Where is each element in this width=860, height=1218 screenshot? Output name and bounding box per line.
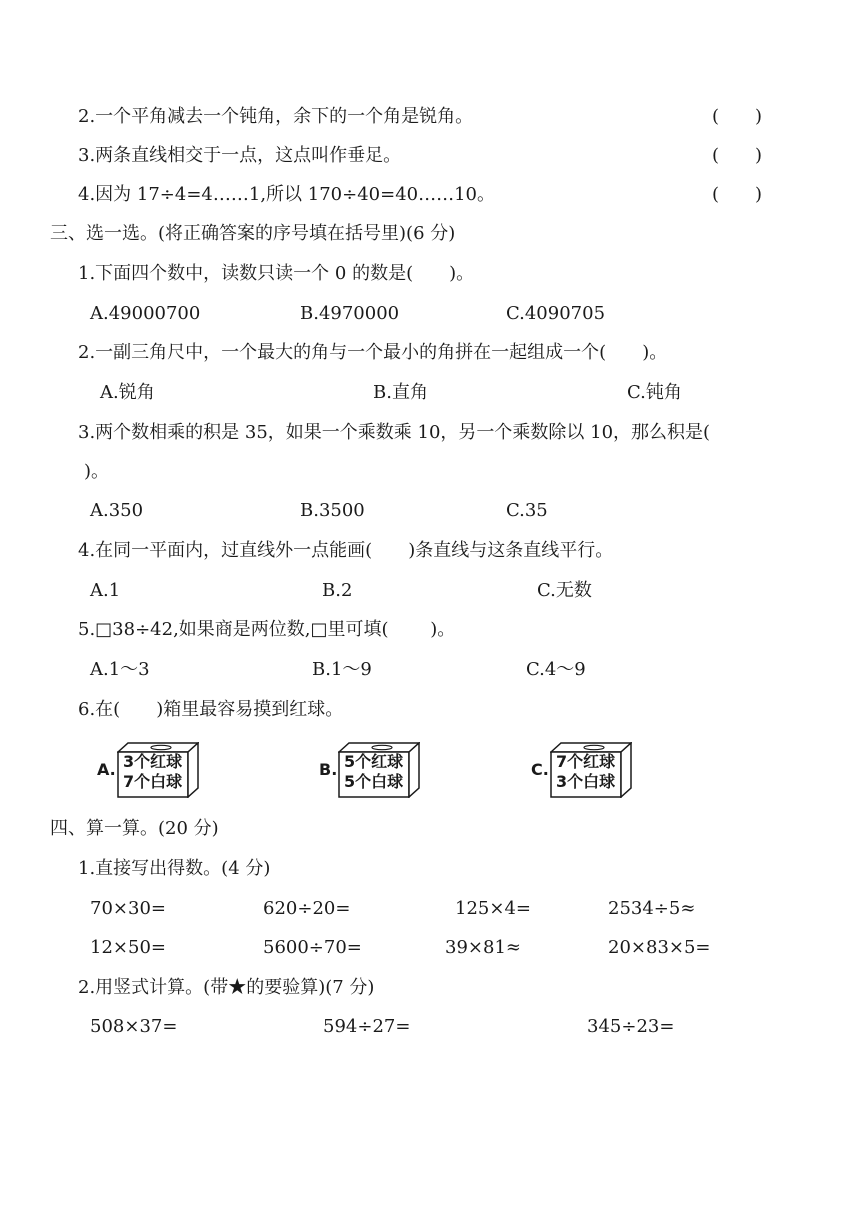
judge-item-3: 3.两条直线相交于一点，这点叫作垂足。 [78, 145, 402, 166]
option-c: C.钝角 [627, 382, 682, 403]
vertical-calc-item: 345÷23= [587, 1016, 675, 1037]
calc-item: 70×30= [90, 898, 166, 919]
option-b: B.2 [322, 580, 353, 601]
question-text: 5.□38÷42,如果商是两位数,□里可填( )。 [78, 619, 456, 640]
answer-paren[interactable]: ( ) [712, 145, 763, 166]
box-a [117, 742, 197, 794]
calc-item: 20×83×5= [608, 937, 711, 958]
box-letter-b: B. [319, 760, 338, 779]
option-c: C.4090705 [506, 303, 606, 324]
calc-item: 39×81≈ [445, 937, 521, 958]
option-c: C.无数 [537, 580, 592, 601]
question-text: 3.两个数相乘的积是 35，如果一个乘数乘 10，另一个乘数除以 10，那么积是( [78, 422, 711, 443]
question-text: 1.下面四个数中，读数只读一个 0 的数是( )。 [78, 263, 475, 284]
box-c [550, 742, 630, 794]
option-b: B.直角 [373, 382, 428, 403]
box-letter-a: A. [97, 760, 116, 779]
option-a: A.1 [90, 580, 121, 601]
box-b [338, 742, 418, 794]
question-text: 2.用竖式计算。(带★的要验算)(7 分) [78, 977, 375, 998]
section-heading: 四、算一算。(20 分) [50, 818, 219, 839]
option-a: A.350 [90, 500, 144, 521]
calc-item: 12×50= [90, 937, 166, 958]
option-a: A.1～3 [90, 659, 150, 680]
calc-item: 5600÷70= [263, 937, 362, 958]
calc-item: 125×4= [455, 898, 531, 919]
answer-paren[interactable]: ( ) [712, 106, 763, 127]
option-c: C.4～9 [526, 659, 586, 680]
option-b: B.1～9 [312, 659, 372, 680]
option-b: B.4970000 [300, 303, 400, 324]
option-c: C.35 [506, 500, 548, 521]
question-text: 6.在( )箱里最容易摸到红球。 [78, 699, 344, 720]
box-label: 7个红球 3个白球 [556, 752, 616, 791]
box-label: 3个红球 7个白球 [123, 752, 183, 791]
answer-paren[interactable]: ( ) [712, 184, 763, 205]
question-text-cont: )。 [84, 461, 110, 482]
option-a: A.锐角 [100, 382, 155, 403]
calc-item: 620÷20= [263, 898, 351, 919]
question-text: 4.在同一平面内，过直线外一点能画( )条直线与这条直线平行。 [78, 540, 614, 561]
vertical-calc-item: 594÷27= [323, 1016, 411, 1037]
calc-item: 2534÷5≈ [608, 898, 696, 919]
judge-item-4: 4.因为 17÷4=4……1,所以 170÷40=40……10。 [78, 184, 495, 205]
vertical-calc-item: 508×37= [90, 1016, 178, 1037]
option-a: A.49000700 [90, 303, 201, 324]
box-label: 5个红球 5个白球 [344, 752, 404, 791]
question-text: 2.一副三角尺中，一个最大的角与一个最小的角拼在一起组成一个( )。 [78, 342, 668, 363]
judge-item-2: 2.一个平角减去一个钝角，余下的一个角是锐角。 [78, 106, 474, 127]
section-heading: 三、选一选。(将正确答案的序号填在括号里)(6 分) [50, 223, 456, 244]
question-text: 1.直接写出得数。(4 分) [78, 858, 271, 879]
option-b: B.3500 [300, 500, 365, 521]
box-letter-c: C. [531, 760, 549, 779]
